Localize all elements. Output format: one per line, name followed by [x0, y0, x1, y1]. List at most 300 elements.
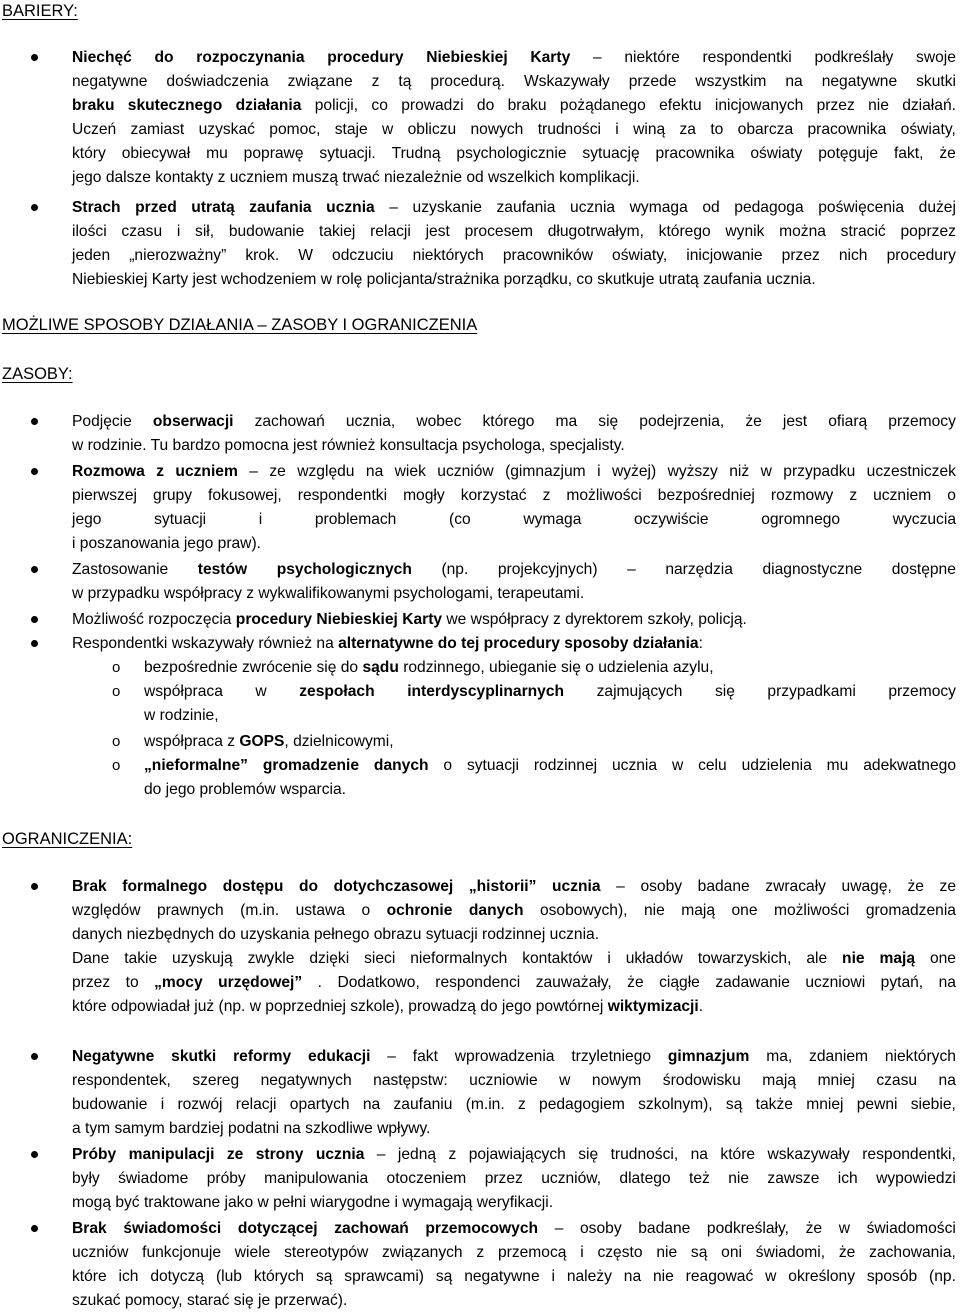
line-text [144, 730, 394, 754]
list-item [72, 558, 956, 606]
word: potęguje [818, 145, 879, 162]
text-line [144, 778, 956, 802]
word: sytuacji [154, 511, 207, 528]
word: przemocy [888, 413, 956, 430]
word: w [671, 757, 684, 774]
circle-marker-icon: o [112, 733, 121, 750]
word: takie [124, 950, 158, 967]
text-line [72, 995, 956, 1019]
text-line [72, 196, 956, 220]
word: wobec [416, 413, 462, 430]
word: zajmujących [596, 683, 683, 700]
word: interdyscyplinarnych [407, 683, 565, 700]
text-line [144, 680, 956, 704]
word: dostępne [891, 561, 956, 578]
word: określony [788, 1268, 856, 1285]
text-segment: które odpowiadał już (np. w poprzedniej szkole), prowadzą do jego powtórnej [72, 998, 608, 1015]
word: Dodatkowo, [337, 974, 420, 991]
bold-phrase: alternatywne do tej procedury sposoby działania [338, 635, 699, 652]
word: wymaga [523, 511, 582, 528]
word: ogromnego [761, 511, 841, 528]
word: i [176, 223, 181, 240]
word: uczniowie [469, 1072, 538, 1089]
word: czasu [876, 1072, 918, 1089]
word: przez [484, 1170, 523, 1187]
word: ma, [766, 1048, 793, 1065]
line-text [144, 656, 714, 680]
word: obserwacji [152, 413, 234, 430]
word: wynik [725, 223, 765, 240]
word: fakt, [893, 145, 924, 162]
word: relacji [235, 1096, 277, 1113]
word: ofiarą [828, 413, 868, 430]
word: oświaty [750, 145, 803, 162]
word: odczuciu [332, 247, 394, 264]
word: wprowadzenia [454, 1048, 555, 1065]
word: uczestniczek [866, 463, 956, 480]
word: działania [235, 97, 302, 114]
word: ze [269, 463, 286, 480]
word: ich [837, 1170, 858, 1187]
word: negatywne [464, 1268, 540, 1285]
word: sieci [364, 950, 396, 967]
word: stereotypów [284, 1244, 369, 1261]
word: uzyskują [172, 950, 233, 967]
text-line [72, 923, 956, 947]
word: nieformalnych [410, 950, 508, 967]
word: jedną [397, 1146, 437, 1163]
line-text: Niebieskiej Karty jest wchodzeniem w rolę policjanta/strażnika porządku, co skutkuje utratą zaufania ucznia. [72, 271, 816, 288]
word: zachowań [254, 413, 325, 430]
word: relacji [370, 223, 411, 240]
word: przemocowych [425, 1220, 539, 1237]
word: i [551, 1268, 555, 1285]
word: niektóre [624, 49, 680, 66]
word: na [623, 1268, 642, 1285]
text-line [72, 558, 956, 582]
word: inicjowanie [686, 247, 763, 264]
word: do [476, 97, 495, 114]
word: winą [633, 121, 666, 138]
text-line [72, 1117, 956, 1141]
list-item [72, 632, 956, 656]
word: rodzinnej [533, 757, 598, 774]
word: przypadku [783, 463, 856, 480]
word: trzyletniego [571, 1048, 652, 1065]
word: pewni [856, 1096, 898, 1113]
word: obarcza [737, 121, 794, 138]
word: pomoc, [269, 121, 321, 138]
word: policji, [314, 97, 359, 114]
word: szereg [192, 1072, 240, 1089]
word: ucznia [611, 757, 658, 774]
word: do [154, 49, 174, 66]
text-line [72, 1045, 956, 1069]
line-text: i poszanowania jego praw). [72, 535, 261, 552]
word: „nierozważny” [129, 247, 227, 264]
word: uczniów, [541, 1170, 602, 1187]
word: o [361, 902, 371, 919]
word: korzystać [460, 487, 527, 504]
word: grupy [153, 487, 193, 504]
word: Rozmowa [72, 463, 145, 480]
bold-phrase: procedury Niebieskiej Karty [235, 611, 443, 628]
word: z [849, 487, 858, 504]
word: – [249, 463, 258, 480]
bullet-icon [31, 566, 38, 573]
word: uczniów [437, 463, 494, 480]
word: (np. [441, 561, 469, 578]
word: zdaniem [809, 1048, 868, 1065]
word: Uczeń [72, 121, 117, 138]
word: niektórych [412, 247, 484, 264]
word: ze [939, 878, 956, 895]
word: – [554, 1220, 564, 1237]
word: fokusowej, [208, 487, 282, 504]
word: z [156, 463, 164, 480]
text-line [72, 1265, 956, 1289]
word: także [755, 1096, 793, 1113]
word: można [779, 223, 826, 240]
word: rozwój [177, 1096, 223, 1113]
word: często [597, 1244, 643, 1261]
word: i [607, 950, 611, 967]
word: oni [721, 1244, 742, 1261]
word: Dane [72, 950, 110, 967]
word: danych [373, 757, 429, 774]
word: siebie, [910, 1096, 956, 1113]
text-line [72, 410, 956, 434]
word: respondentki [297, 487, 388, 504]
word: badane [697, 878, 750, 895]
list-item [72, 46, 956, 190]
word: ucznia [315, 1146, 365, 1163]
word: psychologicznych [276, 561, 412, 578]
text-line [72, 532, 956, 556]
text-segment: rodzinnego, ubieganie się o udzielenia azylu, [398, 659, 714, 676]
word: edukacji [308, 1048, 371, 1065]
word: możliwości [566, 487, 642, 504]
word: na [362, 1096, 381, 1113]
word: wyczucia [892, 511, 956, 528]
word: dostępu [222, 878, 284, 895]
word: trudności [537, 121, 601, 138]
text-line [72, 1289, 956, 1313]
word: ucznia, [345, 413, 396, 430]
word: ustawa [295, 902, 345, 919]
word: oświaty, [900, 121, 956, 138]
bullet-icon [31, 418, 38, 425]
word: przez [816, 97, 855, 114]
word: osobowych), [539, 902, 628, 919]
word: mogły [403, 487, 445, 504]
word: opartych [289, 1096, 350, 1113]
word: osoby [640, 878, 683, 895]
word: mają [879, 950, 916, 967]
word: na [690, 1146, 708, 1163]
word: one [929, 950, 956, 967]
word: Niechęć [72, 49, 132, 66]
text-line [72, 947, 956, 971]
word: sytuację [582, 145, 640, 162]
text-segment: współpraca z [144, 733, 240, 750]
word: następstw: [373, 1072, 448, 1089]
word: rozmowy [770, 487, 834, 504]
word: uczniów [72, 1244, 129, 1261]
word: negatywne [72, 73, 148, 90]
word: mu [826, 757, 849, 774]
word: jest [425, 223, 450, 240]
bullet-icon [31, 1225, 38, 1232]
word: – [389, 199, 398, 216]
word: mają [681, 902, 716, 919]
word: podkreślały, [706, 1220, 789, 1237]
word: W [298, 247, 313, 264]
word: mniej [806, 1096, 844, 1113]
word: stracić [840, 223, 886, 240]
word: projekcyjnych) [497, 561, 598, 578]
word: osoby [580, 1220, 622, 1237]
word: danych [468, 902, 524, 919]
word: uzyskać [198, 121, 255, 138]
word: budowanie [72, 1096, 148, 1113]
word: (m.in. [240, 902, 280, 919]
list-item [72, 875, 956, 1019]
word: o [947, 487, 956, 504]
word: których [253, 1268, 305, 1285]
word: możliwości [773, 902, 850, 919]
word: uczniowi [805, 974, 866, 991]
word: ale [806, 950, 828, 967]
word: były [72, 1170, 100, 1187]
word: na [938, 1072, 956, 1089]
word: wypowiedzi [876, 1170, 956, 1187]
list-item [72, 1217, 956, 1313]
word: podkreślały [814, 49, 894, 66]
word: przed [135, 199, 177, 216]
word: procedurą. [430, 73, 505, 90]
word: w [255, 683, 267, 700]
word: reformy [233, 1048, 292, 1065]
word: nie [656, 1244, 678, 1261]
word: działań. [902, 97, 956, 114]
word: sił, [195, 223, 215, 240]
text-line [72, 1241, 956, 1265]
word: w [838, 1220, 850, 1237]
word: testów [197, 561, 248, 578]
word: negatywnych [260, 1072, 352, 1089]
word: – [592, 49, 602, 66]
word: nie [643, 902, 665, 919]
word: że [939, 145, 956, 162]
word: się [598, 413, 619, 430]
word: współpraca [144, 683, 223, 700]
word: inicjowanych [714, 97, 804, 114]
word: prawnych [156, 902, 224, 919]
word: braku [507, 97, 547, 114]
text-line [72, 484, 956, 508]
word: nowym [591, 1072, 642, 1089]
word: za [679, 121, 696, 138]
list-item [112, 680, 956, 728]
text-line [72, 268, 956, 292]
word: sposób [866, 1268, 918, 1285]
word: urzędowej” [218, 974, 303, 991]
word: należy [566, 1268, 612, 1285]
text-segment: . [698, 998, 704, 1015]
word: się [578, 1146, 599, 1163]
text-line [72, 460, 956, 484]
word: które [72, 1268, 107, 1285]
text-line [72, 46, 956, 70]
word: przez [781, 247, 820, 264]
text-segment: bezpośrednie zwrócenie się do [144, 659, 363, 676]
word: fakt [412, 1048, 438, 1065]
bullet-icon [31, 616, 38, 623]
word: podejrzenia, [639, 413, 725, 430]
text-line [72, 244, 956, 268]
word: że [627, 974, 644, 991]
word: bezpośredniej [657, 487, 755, 504]
word: w [760, 463, 772, 480]
word: respondentek, [72, 1072, 171, 1089]
word: od [702, 199, 720, 216]
word: procedury [886, 247, 956, 264]
bullet-icon [31, 204, 38, 211]
word: mają [762, 1072, 797, 1089]
word: – [627, 561, 636, 578]
word: uwagę, [841, 878, 892, 895]
section-heading-bariery: BARIERY: [2, 2, 78, 20]
word: układów [625, 950, 683, 967]
word: udzielenia [741, 757, 812, 774]
word: (m.in. [465, 1096, 505, 1113]
word: formalnego [122, 878, 208, 895]
word: respondentki, [862, 1146, 956, 1163]
word: zespołach [299, 683, 375, 700]
word: że [838, 1244, 856, 1261]
circle-marker-icon: o [112, 757, 121, 774]
word: pedagogiem [539, 1096, 625, 1113]
word: z [517, 1096, 526, 1113]
word: ucznia [552, 878, 601, 895]
text-line [72, 1191, 956, 1215]
word: (lub [215, 1268, 242, 1285]
line-text: w rodzinie, [144, 707, 219, 724]
word: one [731, 902, 758, 919]
line-text [72, 995, 703, 1019]
text-line [72, 508, 956, 532]
word: Próby [72, 1146, 117, 1163]
list-item [112, 730, 956, 754]
text-segment: , dzielnicowymi, [284, 733, 394, 750]
word: są [435, 1268, 453, 1285]
word: pierwszej [72, 487, 137, 504]
word: gromadzenie [262, 757, 360, 774]
word: oczywiście [634, 511, 709, 528]
word: (co [449, 511, 471, 528]
word: obliczu [407, 121, 457, 138]
word: że [805, 1220, 823, 1237]
word: wiele [234, 1244, 271, 1261]
circle-marker-icon: o [112, 683, 121, 700]
word: zaufania [496, 199, 556, 216]
text-line [72, 1143, 956, 1167]
word: na [785, 73, 803, 90]
word: ochronie [386, 902, 453, 919]
word: które [720, 1146, 756, 1163]
word: utratą [191, 199, 235, 216]
word: uzyskanie [412, 199, 482, 216]
word: zamiast [130, 121, 185, 138]
word: procesem [464, 223, 534, 240]
word: dotyczą [150, 1268, 205, 1285]
word: negatywne [821, 73, 898, 90]
word: długotrwałym, [547, 223, 644, 240]
line-text: do jego problemów wsparcia. [144, 781, 346, 798]
word: świadomości [123, 1220, 222, 1237]
text-line [144, 704, 956, 728]
text-line [72, 1093, 956, 1117]
word: zadawanie [715, 974, 790, 991]
word: poprawę [243, 145, 304, 162]
word: wiek [394, 463, 426, 480]
list-item [112, 656, 956, 680]
word: Strach [72, 199, 121, 216]
word: „historii” [468, 878, 537, 895]
text-segment: : [698, 635, 703, 652]
word: zauważały, [535, 974, 612, 991]
word: poprzez [900, 223, 956, 240]
word: nie [868, 97, 889, 114]
word: zwracały [765, 878, 826, 895]
word: Karty [530, 49, 571, 66]
word: i [580, 1244, 584, 1261]
word: wyższy [667, 463, 718, 480]
word: strony [255, 1146, 304, 1163]
text-line [72, 142, 956, 166]
word: przez [72, 974, 111, 991]
line-text: szukać pomocy, starać się je przerwać). [72, 1292, 348, 1309]
word: pedagoga [734, 199, 804, 216]
word: pracownika [655, 145, 735, 162]
word: nich [838, 247, 868, 264]
word: takiej [318, 223, 356, 240]
word: świadome [118, 1170, 189, 1187]
word: sytuacji. [319, 145, 376, 162]
text-line [72, 971, 956, 995]
list-item [72, 196, 956, 292]
word: też [688, 1170, 710, 1187]
word: do [299, 878, 319, 895]
word: przemocą [497, 1244, 567, 1261]
text-line [72, 70, 956, 94]
text-line [72, 1167, 956, 1191]
bullet-icon [31, 468, 38, 475]
word: jeden [72, 247, 111, 264]
word: poświęcenia [818, 199, 905, 216]
word: Niebieskiej [426, 49, 508, 66]
word: zaufania [249, 199, 312, 216]
text-line [72, 875, 956, 899]
list-item [72, 608, 956, 632]
word: i [597, 463, 601, 480]
word: zwykle [247, 950, 295, 967]
text-line [72, 608, 956, 632]
word: (gimnazjum [505, 463, 586, 480]
word: Negatywne [72, 1048, 155, 1065]
word: – [616, 878, 625, 895]
